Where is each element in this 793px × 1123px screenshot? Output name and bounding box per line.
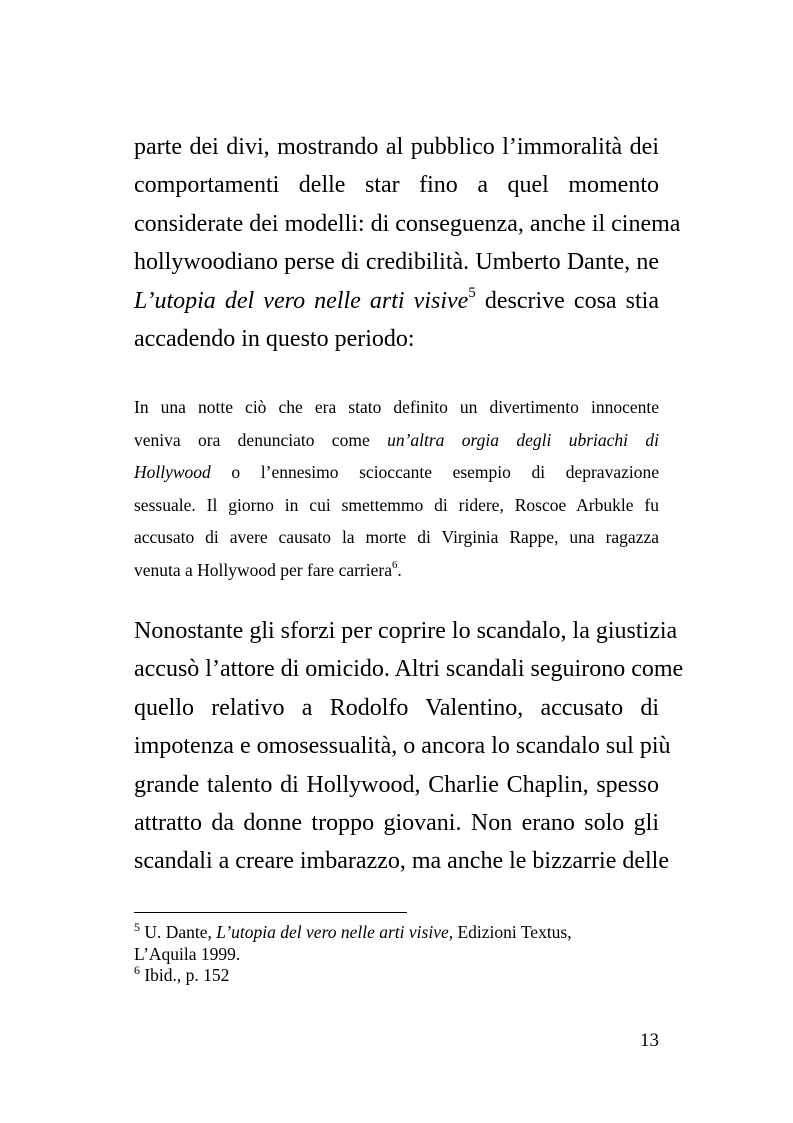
quote-line-5: accusato di avere causato la morte di Virginia Rappe, una ragazza: [134, 527, 659, 548]
paragraph-1-line-5: [134, 282, 659, 320]
footnote-separator: [134, 912, 407, 913]
paragraph-1-line-4: hollywoodiano perse di credibilità. Umberto Dante, ne: [134, 249, 659, 276]
quote-line-4: sessuale. Il giorno in cui smettemmo di ridere, Roscoe Arbukle fu: [134, 494, 659, 515]
footnote-5-title: L’utopia del vero nelle arti visive,: [216, 922, 454, 942]
footnote-6-number: 6: [134, 962, 140, 977]
quote-line-3: [134, 456, 659, 489]
paragraph-1-line-6: accadendo in questo periodo:: [134, 326, 415, 353]
footnote-5-text-a: U. Dante,: [139, 922, 217, 942]
quote-line-6: [134, 554, 659, 587]
paragraph-2-line-7: scandali a creare imbarazzo, ma anche le bizzarrie delle: [134, 848, 669, 875]
page-number: 13: [640, 1030, 659, 1051]
quote-line-2-italic: un’altra orgia degli ubriachi di: [387, 429, 659, 450]
paragraph-1-line-3: considerate dei modelli: di conseguenza, anche il cinema: [134, 210, 681, 237]
quote-line-3-italic: Hollywood: [134, 462, 211, 483]
footnote-ref-6[interactable]: 6: [392, 559, 398, 572]
footnote-5: [134, 919, 659, 944]
quote-line-3-rest: o l’ennesimo scioccante esempio di depravazione: [210, 462, 659, 483]
footnote-5-line-2: L’Aquila 1999.: [134, 943, 241, 964]
paragraph-1-line-5-rest: descrive cosa stia: [475, 287, 659, 314]
footnotes: [134, 919, 659, 987]
paragraph-2-line-4: impotenza e omosessualità, o ancora lo scandalo sul più: [134, 733, 671, 760]
paragraph-1-line-1: parte dei divi, mostrando al pubblico l’immoralità dei: [134, 134, 659, 160]
quote-line-2: [134, 424, 659, 457]
footnote-6: [134, 962, 659, 987]
book-title-italic: L’utopia del vero nelle arti visive: [134, 287, 469, 314]
footnote-5-text-b: Edizioni Textus,: [453, 922, 572, 942]
block-quote: [134, 391, 659, 587]
footnote-ref-5[interactable]: 5: [468, 285, 476, 302]
paragraph-1-line-2: comportamenti delle star fino a quel momento: [134, 172, 659, 199]
footnote-5-number: 5: [134, 919, 140, 934]
quote-line-2-start: veniva ora denunciato come: [134, 429, 388, 450]
quote-line-1: In una notte ciò che era stato definito un divertimento innocente: [134, 397, 659, 417]
paragraph-2-line-2: accusò l’attore di omicido. Altri scandali seguirono come: [134, 656, 684, 683]
quote-line-6-text: venuta a Hollywood per fare carriera: [134, 559, 392, 580]
paragraph-2-line-1: Nonostante gli sforzi per coprire lo scandalo, la giustizia: [134, 618, 678, 644]
paragraph-2-line-3: quello relativo a Rodolfo Valentino, accusato di: [134, 694, 659, 721]
footnote-6-text: Ibid., p. 152: [139, 965, 230, 985]
quote-line-6-end: .: [397, 559, 402, 580]
paragraph-2: [134, 612, 684, 881]
paragraph-2-line-5: grande talento di Hollywood, Charlie Chaplin, spesso: [134, 771, 659, 798]
paragraph-1: [134, 128, 681, 358]
paragraph-2-line-6: attratto da donne troppo giovani. Non erano solo gli: [134, 810, 659, 837]
